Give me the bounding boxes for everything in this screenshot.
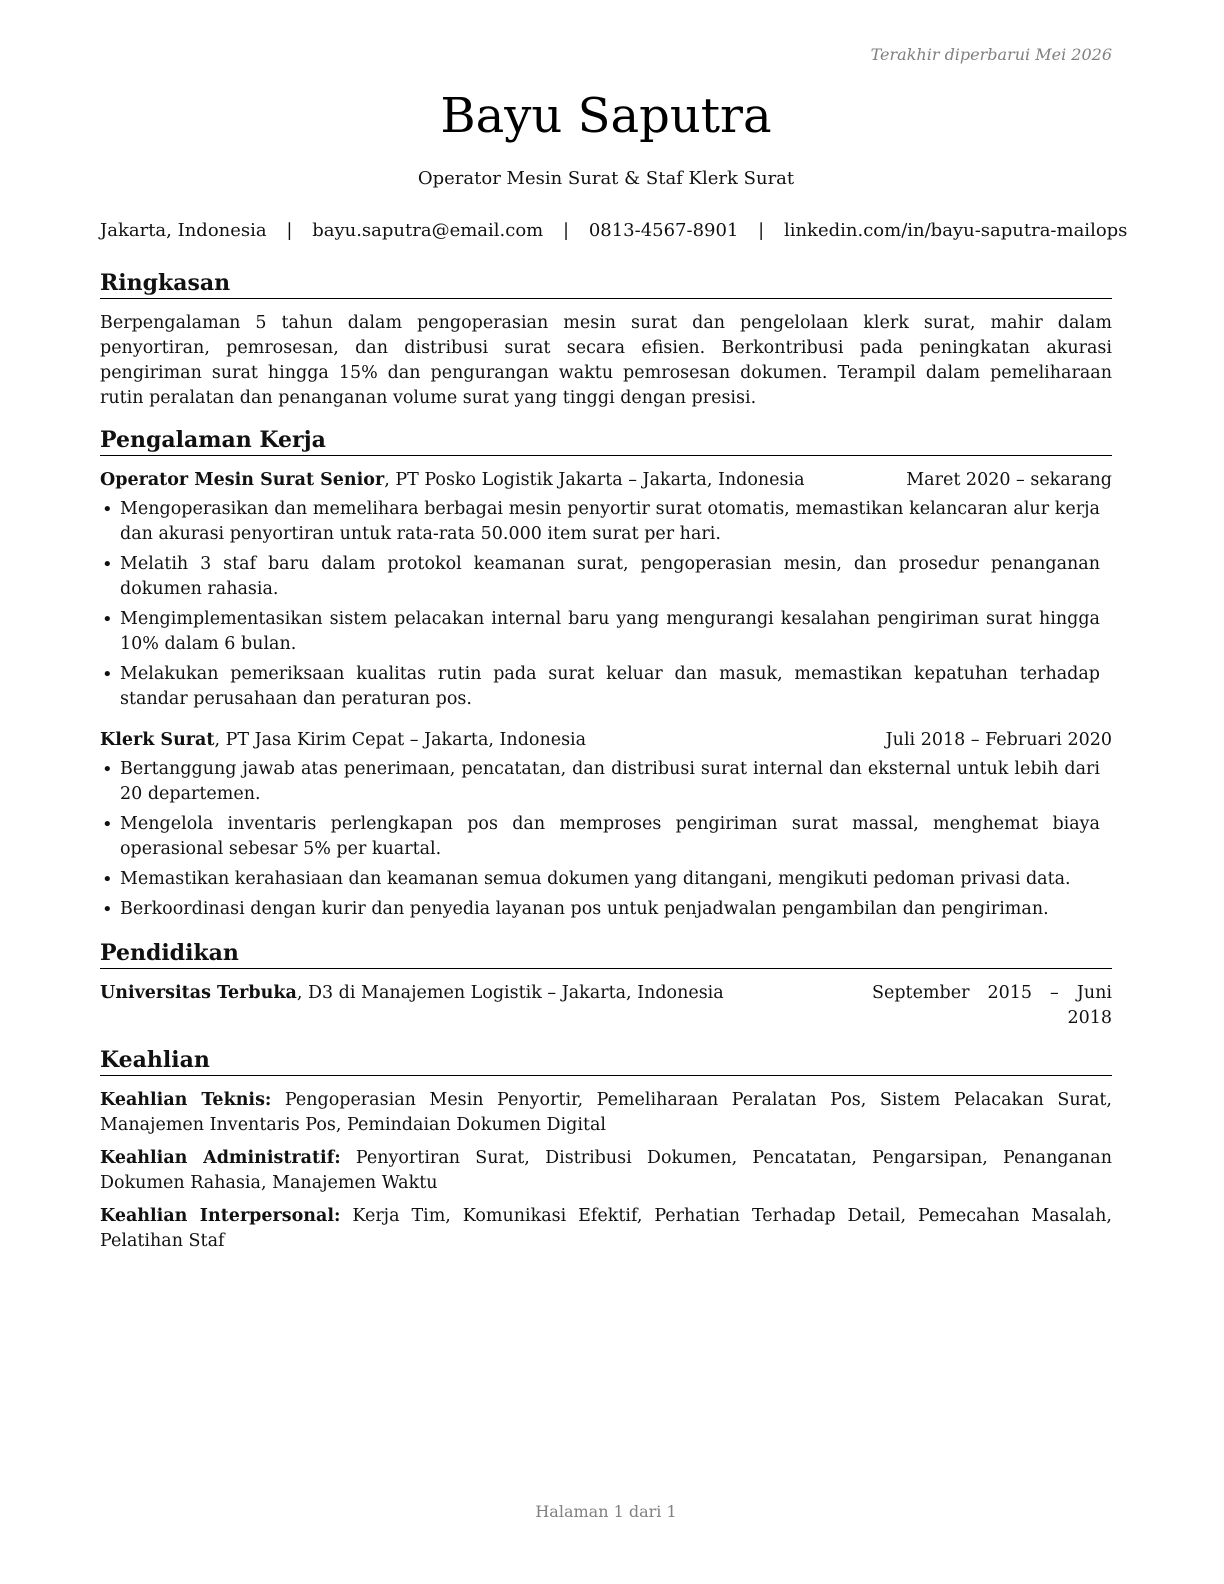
job-role: Operator Mesin Surat Senior [100,470,385,490]
contact-separator: | [286,220,293,241]
skill-group [100,1204,1112,1254]
contact-separator: | [563,220,570,241]
skill-group-label: Keahlian Teknis: [100,1090,272,1110]
skills-section [100,1045,1112,1254]
job-bullet: • Melatih 3 staf baru dalam protokol keamanan surat, pengoperasian mesin, dan prosedur penanganan dokumen rahasia. [100,552,1112,602]
section-title-skills: Keahlian [100,1045,1112,1076]
job-title-line [100,728,586,753]
last-updated-note: Terakhir diperbarui Mei 2026 [870,45,1112,64]
contact-location: Jakarta, Indonesia [100,220,267,241]
contact-line [100,220,1128,241]
skill-group-label: Keahlian Administratif: [100,1148,341,1168]
job-bullet: • Mengoperasikan dan memelihara berbagai mesin penyortir surat otomatis, memastikan kelancaran alur kerja dan akurasi penyortiran untuk rata-rata 50.000 item surat per hari. [100,497,1112,547]
job-entry [100,728,1112,922]
job-header [100,468,1112,493]
skill-group-text: Pengoperasian Mesin Penyortir, Pemeliharaan Peralatan Pos, Sistem Pelacakan Surat, Manajemen Inventaris Pos, Pemindaian Dokumen Digital [100,1090,1112,1135]
job-role: Klerk Surat [100,730,215,750]
resume-content [100,268,1112,1268]
job-bullets [100,757,1112,922]
resume-page [100,0,1128,1584]
summary-text: Berpengalaman 5 tahun dalam pengoperasian mesin surat dan pengelolaan klerk surat, mahir dalam penyortiran, pemrosesan, dan distribusi surat secara efisien. Berkontribusi pada peningkatan akurasi pengiriman surat hingga 15% dan pengurangan waktu pemrosesan dokumen. Terampil dalam pemeliharaan rutin peralatan dan penanganan volume surat yang tinggi dengan presisi. [100,313,1112,408]
job-bullets [100,497,1112,712]
skill-group [100,1088,1112,1138]
candidate-name: Bayu Saputra [440,88,772,144]
job-title-line [100,468,805,493]
job-bullet: • Berkoordinasi dengan kurir dan penyedia layanan pos untuk penjadwalan pengambilan dan pengiriman. [100,897,1112,922]
skill-group [100,1146,1112,1196]
job-header [100,728,1112,753]
job-bullet: • Melakukan pemeriksaan kualitas rutin pada surat keluar dan masuk, memastikan kepatuhan terhadap standar perusahaan dan peraturan pos. [100,662,1112,712]
page-number: Halaman 1 dari 1 [535,1502,677,1521]
contact-phone: 0813-4567-8901 [588,220,739,241]
education-dates: September 2015 – Juni 2018 [872,983,1112,1028]
contact-linkedin[interactable]: linkedin.com/in/bayu-saputra-mailops [783,220,1128,241]
job-bullet: • Mengelola inventaris perlengkapan pos dan memproses pengiriman surat massal, menghemat biaya operasional sebesar 5% per kuartal. [100,812,1112,862]
contact-separator: | [758,220,765,241]
job-bullet: • Memastikan kerahasiaan dan keamanan semua dokumen yang ditangani, mengikuti pedoman privasi data. [100,867,1112,892]
education-section [100,938,1112,1031]
job-dates: Maret 2020 – sekarang [906,470,1112,490]
summary-section [100,268,1112,411]
section-title-summary: Ringkasan [100,268,1112,299]
section-title-experience: Pengalaman Kerja [100,425,1112,456]
candidate-headline: Operator Mesin Surat & Staf Klerk Surat [417,168,795,189]
skill-group-text: Penyortiran Surat, Distribusi Dokumen, Pencatatan, Pengarsipan, Penanganan Dokumen Rahasia, Manajemen Waktu [100,1148,1112,1193]
job-bullet: • Mengimplementasikan sistem pelacakan internal baru yang mengurangi kesalahan pengiriman surat hingga 10% dalam 6 bulan. [100,607,1112,657]
skill-group-text: Kerja Tim, Komunikasi Efektif, Perhatian Terhadap Detail, Pemecahan Masalah, Pelatihan Staf [100,1206,1112,1251]
education-entry [100,981,1112,1031]
skill-group-label: Keahlian Interpersonal: [100,1206,341,1226]
section-title-education: Pendidikan [100,938,1112,969]
education-detail: , D3 di Manajemen Logistik – Jakarta, Indonesia [296,983,724,1003]
job-dates: Juli 2018 – Februari 2020 [885,730,1112,750]
job-company: , PT Jasa Kirim Cepat – Jakarta, Indonesia [214,730,587,750]
education-title-line [100,981,724,1031]
education-school: Universitas Terbuka [100,983,297,1003]
job-entry [100,468,1112,712]
contact-email[interactable]: bayu.saputra@email.com [312,220,544,241]
job-bullet: • Bertanggung jawab atas penerimaan, pencatatan, dan distribusi surat internal dan eksternal untuk lebih dari 20 departemen. [100,757,1112,807]
experience-section [100,425,1112,922]
job-company: , PT Posko Logistik Jakarta – Jakarta, Indonesia [384,470,805,490]
